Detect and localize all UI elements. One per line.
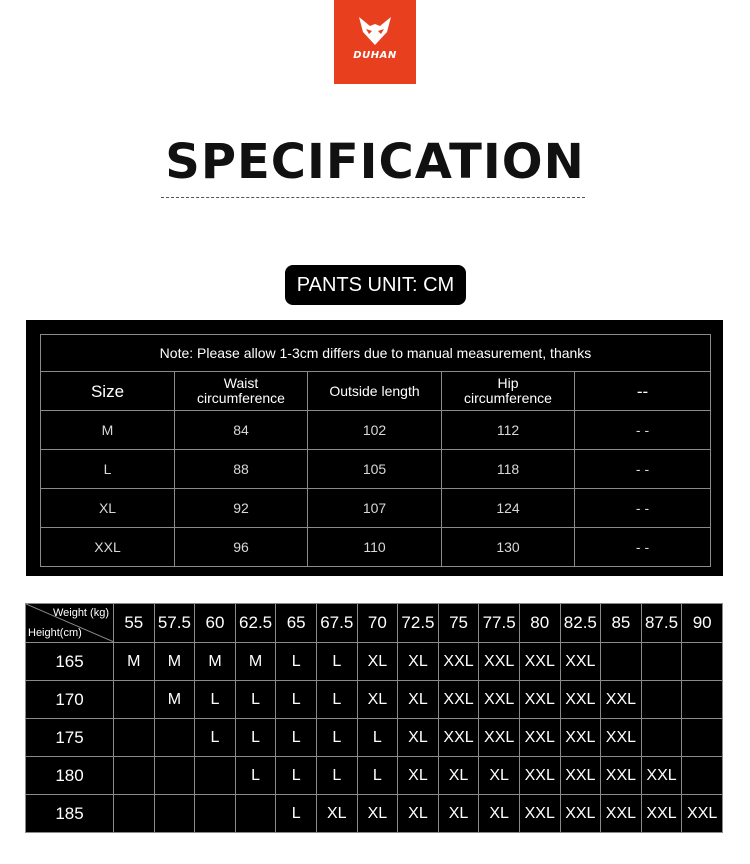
size-cell: XXL	[519, 757, 560, 795]
table-row	[41, 489, 711, 528]
table-cell: 112	[442, 411, 575, 450]
size-cell: L	[195, 719, 236, 757]
size-cell: XXL	[479, 719, 520, 757]
size-cell: XXL	[519, 795, 560, 833]
size-cell: XL	[357, 681, 398, 719]
size-chart-panel	[26, 320, 723, 576]
size-table-header: Waist circumference	[175, 372, 308, 411]
table-cell: 88	[175, 450, 308, 489]
size-cell: XL	[398, 643, 439, 681]
size-cell	[114, 681, 155, 719]
weight-column-header: 80	[519, 604, 560, 643]
size-cell: XL	[398, 757, 439, 795]
table-cell: 110	[308, 528, 442, 567]
size-cell	[641, 681, 682, 719]
table-row	[41, 450, 711, 489]
table-row	[26, 795, 723, 833]
size-cell	[682, 681, 723, 719]
table-cell: - -	[575, 411, 711, 450]
weight-height-corner	[26, 604, 114, 643]
size-cell: XL	[438, 795, 479, 833]
table-row	[26, 681, 723, 719]
weight-column-header: 75	[438, 604, 479, 643]
size-cell	[114, 795, 155, 833]
size-cell: XXL	[601, 795, 642, 833]
size-cell: XXL	[519, 681, 560, 719]
size-cell: XXL	[560, 719, 601, 757]
table-cell: 107	[308, 489, 442, 528]
size-cell: XXL	[438, 681, 479, 719]
measurement-note: Note: Please allow 1-3cm differs due to manual measurement, thanks	[41, 335, 711, 372]
size-cell: L	[276, 795, 317, 833]
page-title: SPECIFICATION	[165, 134, 585, 190]
size-cell: M	[195, 643, 236, 681]
weight-column-header: 57.5	[154, 604, 195, 643]
size-cell	[682, 719, 723, 757]
weight-column-header: 70	[357, 604, 398, 643]
height-row-header: 170	[26, 681, 114, 719]
size-cell: XL	[316, 795, 357, 833]
size-cell: L	[235, 757, 276, 795]
size-cell	[235, 795, 276, 833]
size-cell: XXL	[601, 757, 642, 795]
size-chart-table	[40, 334, 711, 567]
size-cell: M	[114, 643, 155, 681]
table-cell: 84	[175, 411, 308, 450]
size-cell: XL	[398, 795, 439, 833]
size-cell: L	[357, 757, 398, 795]
size-cell: XXL	[479, 643, 520, 681]
size-cell: L	[276, 681, 317, 719]
size-cell: XXL	[601, 719, 642, 757]
size-cell: XL	[398, 719, 439, 757]
size-cell: L	[195, 681, 236, 719]
size-cell: XXL	[519, 643, 560, 681]
brand-name: DUHAN	[353, 50, 397, 61]
size-cell	[154, 757, 195, 795]
size-cell	[641, 719, 682, 757]
size-cell: M	[235, 643, 276, 681]
size-cell: XXL	[560, 643, 601, 681]
size-cell: L	[276, 643, 317, 681]
weight-column-header: 65	[276, 604, 317, 643]
size-cell: XL	[398, 681, 439, 719]
size-cell: XXL	[641, 795, 682, 833]
size-cell	[682, 643, 723, 681]
size-cell: L	[316, 757, 357, 795]
size-cell: XXL	[519, 719, 560, 757]
table-cell: XXL	[41, 528, 175, 567]
size-cell: XXL	[438, 643, 479, 681]
weight-column-header: 55	[114, 604, 155, 643]
weight-column-header: 87.5	[641, 604, 682, 643]
table-cell: 105	[308, 450, 442, 489]
size-cell: XXL	[601, 681, 642, 719]
size-cell: XL	[357, 643, 398, 681]
size-cell: XL	[479, 757, 520, 795]
weight-column-header: 62.5	[235, 604, 276, 643]
size-cell: XL	[357, 795, 398, 833]
size-cell: XXL	[560, 757, 601, 795]
size-cell: XXL	[438, 719, 479, 757]
table-cell: 130	[442, 528, 575, 567]
size-cell	[195, 757, 236, 795]
size-cell: L	[316, 643, 357, 681]
table-cell: L	[41, 450, 175, 489]
size-cell: L	[316, 681, 357, 719]
weight-column-header: 82.5	[560, 604, 601, 643]
height-row-header: 175	[26, 719, 114, 757]
table-cell: 102	[308, 411, 442, 450]
size-cell	[154, 719, 195, 757]
size-cell: L	[276, 719, 317, 757]
table-row	[26, 719, 723, 757]
size-cell	[154, 795, 195, 833]
size-cell: XL	[438, 757, 479, 795]
table-cell: 92	[175, 489, 308, 528]
size-cell	[682, 757, 723, 795]
size-cell: M	[154, 681, 195, 719]
size-cell: L	[276, 757, 317, 795]
size-cell	[195, 795, 236, 833]
size-table-header: --	[575, 372, 711, 411]
height-row-header: 180	[26, 757, 114, 795]
size-cell: XXL	[560, 681, 601, 719]
size-cell: M	[154, 643, 195, 681]
table-row	[26, 643, 723, 681]
weight-column-header: 67.5	[316, 604, 357, 643]
weight-column-header: 85	[601, 604, 642, 643]
table-row	[41, 411, 711, 450]
size-table-header: Hip circumference	[442, 372, 575, 411]
size-cell: XXL	[682, 795, 723, 833]
size-cell: L	[235, 681, 276, 719]
table-cell: XL	[41, 489, 175, 528]
table-cell: 118	[442, 450, 575, 489]
weight-column-header: 72.5	[398, 604, 439, 643]
height-row-header: 165	[26, 643, 114, 681]
size-cell: L	[316, 719, 357, 757]
height-row-header: 185	[26, 795, 114, 833]
size-fit-table	[25, 603, 723, 833]
size-table-header: Outside length	[308, 372, 442, 411]
weight-column-header: 90	[682, 604, 723, 643]
size-cell: XXL	[479, 681, 520, 719]
fox-head-icon	[358, 16, 392, 46]
size-cell: L	[357, 719, 398, 757]
table-cell: 124	[442, 489, 575, 528]
size-cell: XXL	[641, 757, 682, 795]
size-cell	[601, 643, 642, 681]
brand-logo	[334, 0, 416, 84]
weight-axis-label: Weight (kg)	[52, 607, 109, 619]
table-row	[41, 528, 711, 567]
table-cell: - -	[575, 489, 711, 528]
table-cell: - -	[575, 450, 711, 489]
title-divider	[161, 197, 585, 198]
weight-column-header: 77.5	[479, 604, 520, 643]
size-cell: XL	[479, 795, 520, 833]
table-cell: - -	[575, 528, 711, 567]
size-table-header: Size	[41, 372, 175, 411]
table-cell: M	[41, 411, 175, 450]
size-cell: L	[235, 719, 276, 757]
size-cell: XXL	[560, 795, 601, 833]
size-cell	[114, 757, 155, 795]
size-cell	[641, 643, 682, 681]
weight-column-header: 60	[195, 604, 236, 643]
unit-label: PANTS UNIT: CM	[285, 265, 466, 305]
size-cell	[114, 719, 155, 757]
height-axis-label: Height(cm)	[28, 627, 82, 639]
table-row	[26, 757, 723, 795]
table-cell: 96	[175, 528, 308, 567]
